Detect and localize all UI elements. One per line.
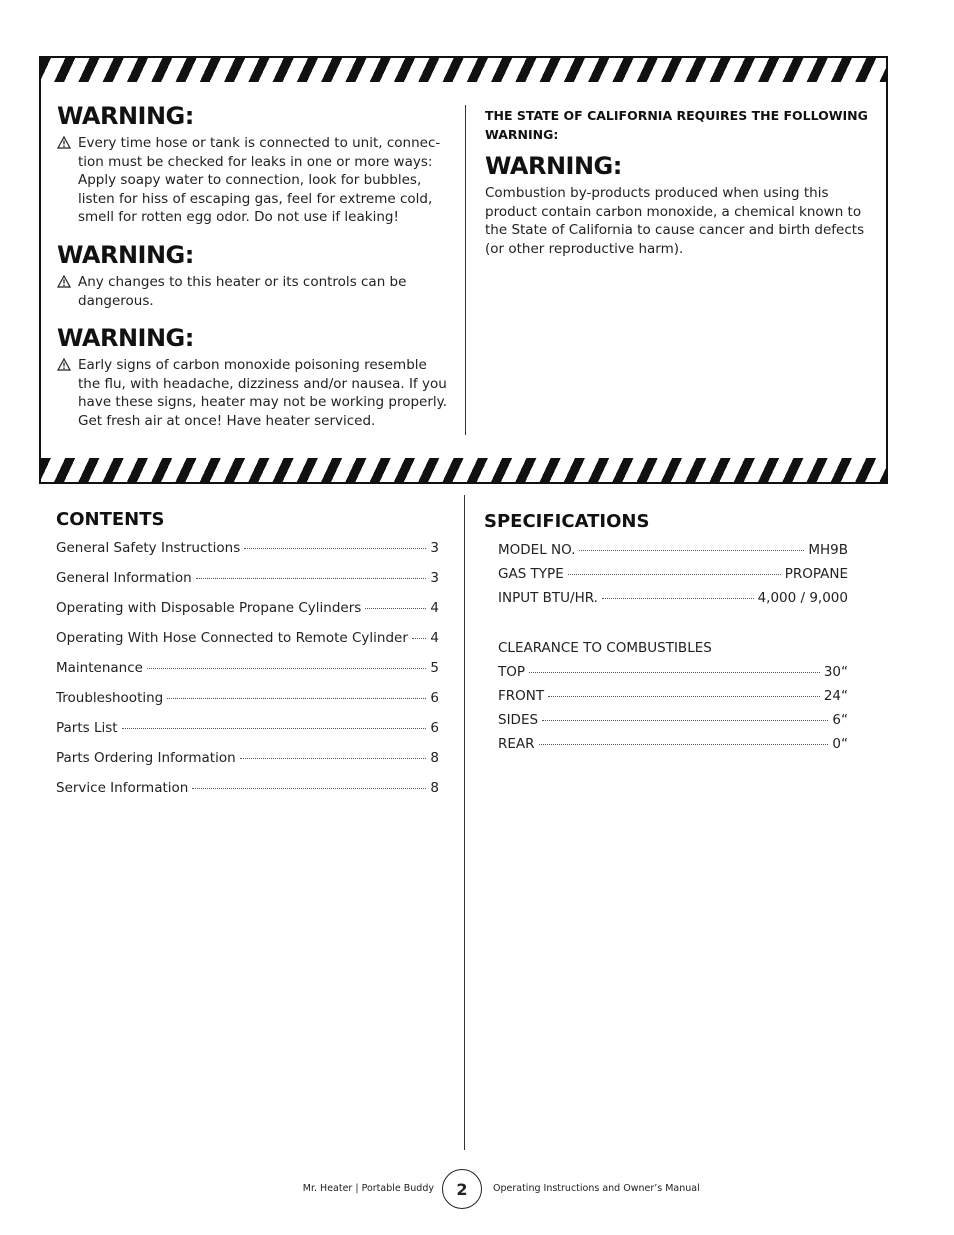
- contents-entry-label: General Information: [56, 570, 192, 586]
- clearance-row-label: FRONT: [498, 687, 545, 704]
- warning-text: Any changes to this heater or its controls can be dangerous.: [78, 273, 407, 309]
- california-warning-column: [485, 106, 877, 258]
- warning-text: Early signs of carbon monoxide poisoning resemble the flu, with headache, dizziness and/or nausea. If you have these signs, heater may not be working properly. Get fresh air at once! Have heater serviced.: [78, 357, 448, 429]
- contents-entry-value: 3: [430, 570, 439, 586]
- footer-manual-title: Operating Instructions and Owner’s Manual: [493, 1183, 700, 1194]
- dot-leader: [602, 598, 754, 599]
- spec-list: [498, 542, 848, 615]
- dot-leader: [192, 788, 426, 789]
- dot-leader: [244, 548, 426, 549]
- warning-triangle-icon: [57, 275, 78, 294]
- clearance-row: [498, 736, 848, 760]
- contents-entry: [56, 660, 439, 690]
- spec-row-label: GAS TYPE: [498, 566, 564, 583]
- spec-row-value: 4,000 / 9,000: [757, 590, 848, 607]
- contents-title: CONTENTS: [56, 509, 165, 530]
- contents-entry: [56, 630, 439, 660]
- warning-item: [57, 356, 449, 430]
- dot-leader: [579, 550, 804, 551]
- spec-row-label: MODEL NO.: [498, 542, 576, 558]
- contents-entry-label: Parts Ordering Information: [56, 750, 236, 766]
- dot-leader: [240, 758, 427, 759]
- contents-entry-value: 4: [430, 630, 439, 646]
- warning-text: Every time hose or tank is connected to unit, connec- tion must be checked for leaks in one or more ways: Apply soapy water to connection, look for bubbles, listen for hiss of escaping gas, feel for extreme cold, smell for rotten egg odor. Do not use if leaking!: [78, 135, 441, 226]
- contents-entry-value: 5: [430, 660, 439, 676]
- contents-entry-value: 4: [430, 600, 439, 616]
- contents-section: [56, 509, 439, 810]
- spec-row-label: INPUT BTU/HR.: [498, 590, 598, 607]
- warning-item: [57, 134, 449, 227]
- contents-entry-value: 8: [430, 780, 439, 796]
- contents-entry: [56, 600, 439, 630]
- spec-row: [498, 542, 848, 566]
- california-heading: THE STATE OF CALIFORNIA REQUIRES THE FOLLOWING WARNING:: [485, 108, 868, 142]
- dot-leader: [568, 574, 781, 575]
- specifications-section: [484, 511, 848, 761]
- contents-entry-label: Troubleshooting: [56, 690, 164, 706]
- contents-entry: [56, 720, 439, 750]
- contents-entry-label: Maintenance: [56, 660, 143, 676]
- warning-title: WARNING:: [57, 324, 194, 353]
- warnings-left-column: [57, 102, 449, 445]
- hazard-stripe-top: [41, 58, 886, 82]
- warning-triangle-icon: [57, 358, 78, 377]
- spec-row-value: PROPANE: [784, 566, 848, 583]
- dot-leader: [196, 578, 427, 579]
- clearance-row: [498, 664, 848, 688]
- warning-box: [39, 56, 888, 484]
- contents-entry-label: Operating with Disposable Propane Cylinders: [56, 600, 362, 616]
- warning-triangle-icon: [57, 136, 78, 155]
- contents-entry-label: Parts List: [56, 720, 118, 736]
- contents-entry: [56, 780, 439, 810]
- specifications-title: SPECIFICATIONS: [484, 511, 650, 532]
- warning-column-divider: [465, 105, 466, 435]
- clearance-list: [498, 664, 848, 761]
- clearance-row: [498, 688, 848, 712]
- clearance-row-label: REAR: [498, 736, 535, 753]
- dot-leader: [539, 744, 829, 745]
- contents-entry: [56, 690, 439, 720]
- contents-entry: [56, 570, 439, 600]
- dot-leader: [529, 672, 820, 673]
- warning-title: WARNING:: [57, 102, 194, 130]
- spec-row-value: MH9B: [808, 542, 848, 558]
- dot-leader: [412, 638, 427, 639]
- contents-entry-value: 3: [430, 540, 439, 556]
- clearance-row: [498, 712, 848, 736]
- spec-row: [498, 590, 848, 614]
- clearance-row-value: 6“: [832, 712, 848, 729]
- contents-entry: [56, 750, 439, 780]
- dot-leader: [167, 698, 426, 699]
- clearance-row-label: SIDES: [498, 712, 539, 729]
- clearance-row-value: 0“: [832, 736, 848, 753]
- hazard-stripe-bottom: [41, 458, 886, 482]
- clearance-title: CLEARANCE TO COMBUSTIBLES: [498, 639, 712, 656]
- dot-leader: [147, 668, 426, 669]
- dot-leader: [122, 728, 427, 729]
- spec-row: [498, 566, 848, 590]
- contents-entry-value: 8: [430, 750, 439, 766]
- column-divider: [464, 495, 465, 1150]
- contents-list: [56, 540, 439, 810]
- contents-entry-label: Service Information: [56, 780, 189, 796]
- california-warning-text: Combustion by-products produced when using this product contain carbon monoxide, a chemical known to the State of California to cause cancer and birth defects (or other reproductive harm).: [485, 185, 865, 257]
- clearance-row-value: 30“: [823, 663, 848, 680]
- contents-entry: [56, 540, 439, 570]
- footer-brand: Mr. Heater | Portable Buddy: [302, 1183, 434, 1194]
- warning-title: WARNING:: [57, 240, 194, 269]
- warning-item: [57, 273, 449, 310]
- page-footer: [0, 1168, 954, 1212]
- california-warning-title: WARNING:: [485, 152, 622, 180]
- contents-entry-value: 6: [430, 690, 439, 706]
- page-number: 2: [442, 1169, 482, 1209]
- dot-leader: [548, 696, 820, 697]
- dot-leader: [542, 720, 828, 721]
- dot-leader: [365, 608, 426, 609]
- contents-entry-label: Operating With Hose Connected to Remote Cylinder: [56, 630, 408, 646]
- clearance-row-value: 24“: [823, 687, 848, 704]
- contents-entry-value: 6: [430, 720, 439, 736]
- contents-entry-label: General Safety Instructions: [56, 540, 241, 556]
- clearance-row-label: TOP: [498, 663, 526, 680]
